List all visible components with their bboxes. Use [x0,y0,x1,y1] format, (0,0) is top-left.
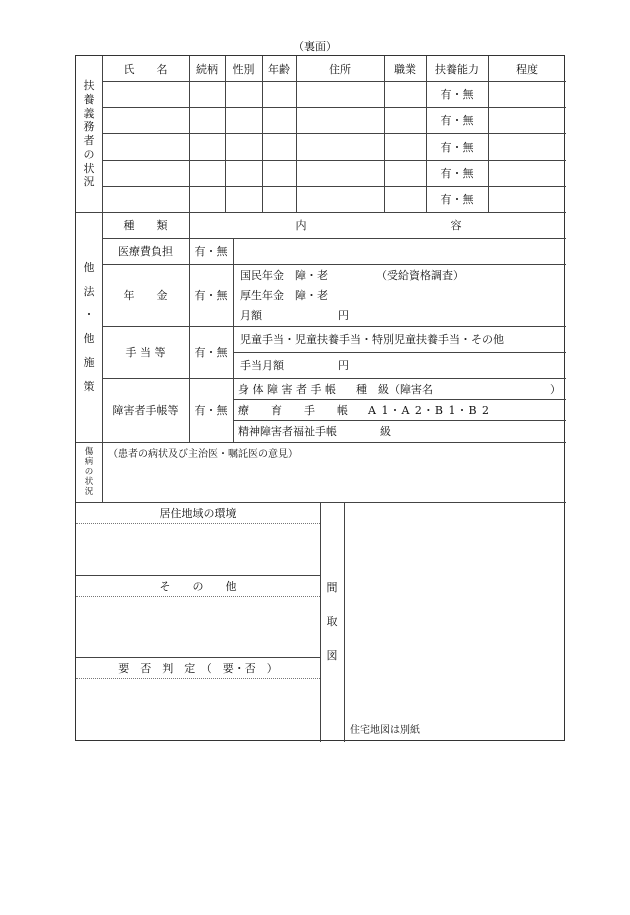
handbook-physical-close: ） [550,382,561,396]
pension-employee: 厚生年金 障・老 [240,289,328,302]
pension-eligibility-note: （受給資格調査） [376,269,464,282]
header-name: 氏 名 [123,62,168,76]
capacity-choice-2[interactable]: 有・無 [440,114,474,127]
medical-cost-choice[interactable]: 有・無 [194,245,228,258]
vertical-label-text [89,327,90,328]
capacity-choice-5[interactable]: 有・無 [440,193,474,206]
handbook-choice[interactable]: 有・無 [194,404,228,417]
allowance-label: 手 当 等 [125,346,166,359]
supporter-section-label: 扶 養 義 務 者 の 状 況 [83,79,95,189]
header-relationship: 続柄 [196,62,218,76]
handbook-mental-grade: 級 [380,425,391,438]
capacity-choice-3[interactable]: 有・無 [440,140,474,154]
pension-monthly-unit: 円 [338,309,349,322]
header-age: 年齢 [268,62,290,76]
capacity-choice-4[interactable]: 有・無 [440,167,474,180]
illness-note: （患者の病状及び主治医・嘱託医の意見） [108,448,298,460]
application-form-back [75,55,565,741]
other-label: そ の 他 [159,580,237,593]
handbook-physical: 身 体 障 害 者 手 帳 [238,382,336,396]
header-degree: 程度 [516,62,538,76]
handbook-rehabilitation-grades: A 1・A 2・B 1・B 2 [368,403,491,417]
pension-label: 年 金 [123,289,168,302]
judgement-label: 要 否 判 定 （ 要・否 ） [118,662,278,675]
other-laws-header-content-2: 容 [450,219,462,232]
pension-national: 国民年金 障・老 [240,269,328,282]
other-laws-section-label: 他 法 ・ 他 施 策 [83,260,95,393]
residence-map-note: 住宅地図は別紙 [350,724,420,736]
allowance-monthly-unit: 円 [338,359,349,372]
allowance-choice[interactable]: 有・無 [194,346,228,359]
handbook-physical-grade: 種 級（障害名 [356,382,433,396]
handbook-rehabilitation: 療 育 手 帳 [238,403,348,417]
other-laws-header-content-1: 内 [295,219,307,232]
handbook-label: 障害者手帳等 [112,404,179,417]
allowance-types: 児童手当・児童扶養手当・特別児童扶養手当・その他 [240,333,504,346]
pension-monthly-label: 月額 [240,309,262,322]
pension-choice[interactable]: 有・無 [194,289,228,302]
allowance-monthly-label: 手当月額 [240,359,284,372]
capacity-choice-1[interactable]: 有・無 [440,88,474,101]
medical-cost-label: 医療費負担 [118,245,173,258]
other-laws-header-type: 種 類 [123,219,168,232]
page-title: （裏面） [293,40,337,53]
header-sex: 性別 [232,62,255,76]
header-address: 住所 [329,62,351,76]
floor-plan-label: 間 取 図 [326,581,338,662]
illness-section-label: 傷 病 の 状 況 [84,446,94,498]
header-support-capacity: 扶養能力 [435,62,479,76]
header-occupation: 職業 [394,62,416,76]
environment-label: 居住地域の環境 [159,507,237,520]
handbook-mental: 精神障害者福祉手帳 [238,425,337,438]
